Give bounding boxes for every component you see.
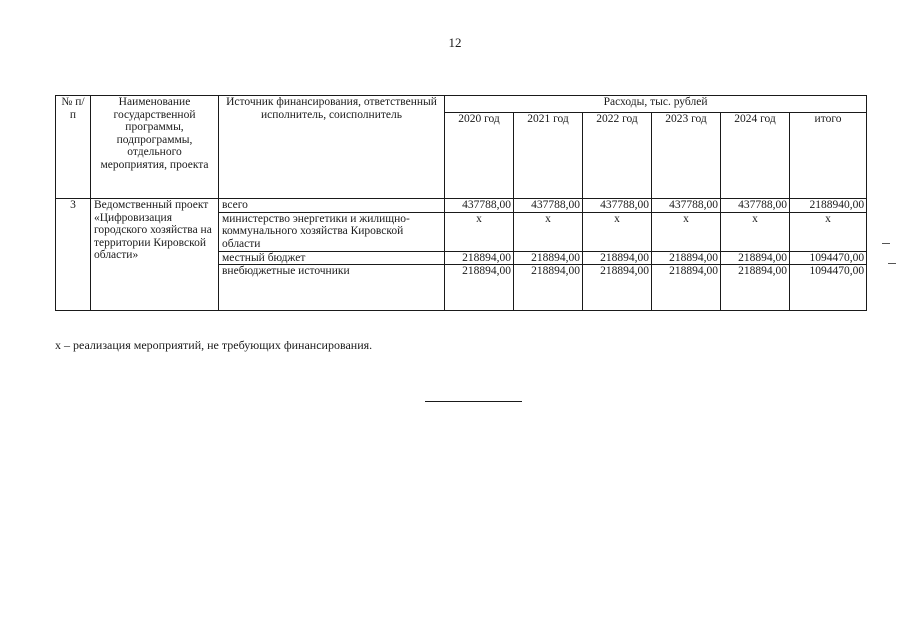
- footnote: x – реализация мероприятий, не требующих финансирования.: [55, 338, 373, 352]
- value-cell: x: [514, 212, 583, 251]
- header-year: 2024 год: [721, 113, 790, 199]
- total-cell: 2188940,00: [790, 199, 867, 213]
- header-year: 2021 год: [514, 113, 583, 199]
- total-cell: 1094470,00: [790, 265, 867, 311]
- total-cell: 1094470,00: [790, 251, 867, 265]
- page-number: 12: [448, 35, 462, 50]
- margin-mark: [888, 263, 896, 264]
- header-name: Наименование государственной программы, подпрограммы, отдельного мероприятия, проекта: [91, 96, 219, 199]
- value-cell: x: [721, 212, 790, 251]
- table-header-row: [56, 96, 867, 113]
- project-name: Ведомственный проект «Цифровизация городского хозяйства на территории Кировской области»: [91, 199, 219, 311]
- header-num: № п/п: [56, 96, 91, 199]
- source-cell: местный бюджет: [219, 251, 445, 265]
- header-year: 2023 год: [652, 113, 721, 199]
- value-cell: x: [652, 212, 721, 251]
- source-cell: внебюджетные источники: [219, 265, 445, 311]
- header-year: 2022 год: [583, 113, 652, 199]
- value-cell: 218894,00: [652, 265, 721, 311]
- header-total: итого: [790, 113, 867, 199]
- project-number: 3: [56, 199, 91, 311]
- header-source: Источник финансирования, ответственный исполнитель, соисполнитель: [219, 96, 445, 199]
- total-cell: x: [790, 212, 867, 251]
- value-cell: 437788,00: [583, 199, 652, 213]
- value-cell: 218894,00: [721, 251, 790, 265]
- value-cell: x: [583, 212, 652, 251]
- value-cell: 218894,00: [652, 251, 721, 265]
- value-cell: 218894,00: [583, 265, 652, 311]
- value-cell: 218894,00: [514, 265, 583, 311]
- value-cell: 218894,00: [445, 251, 514, 265]
- value-cell: 218894,00: [514, 251, 583, 265]
- value-cell: 437788,00: [652, 199, 721, 213]
- margin-mark: [882, 243, 890, 244]
- value-cell: 437788,00: [445, 199, 514, 213]
- source-cell: министерство энергетики и жилищно-коммунального хозяйства Кировской области: [219, 212, 445, 251]
- value-cell: 218894,00: [721, 265, 790, 311]
- value-cell: 218894,00: [583, 251, 652, 265]
- value-cell: x: [445, 212, 514, 251]
- financing-table: [55, 95, 867, 311]
- header-year: 2020 год: [445, 113, 514, 199]
- header-expenses: Расходы, тыс. рублей: [445, 96, 867, 113]
- value-cell: 437788,00: [514, 199, 583, 213]
- table-row: [56, 199, 867, 213]
- value-cell: 218894,00: [445, 265, 514, 311]
- value-cell: 437788,00: [721, 199, 790, 213]
- closing-rule: [425, 401, 522, 402]
- source-cell: всего: [219, 199, 445, 213]
